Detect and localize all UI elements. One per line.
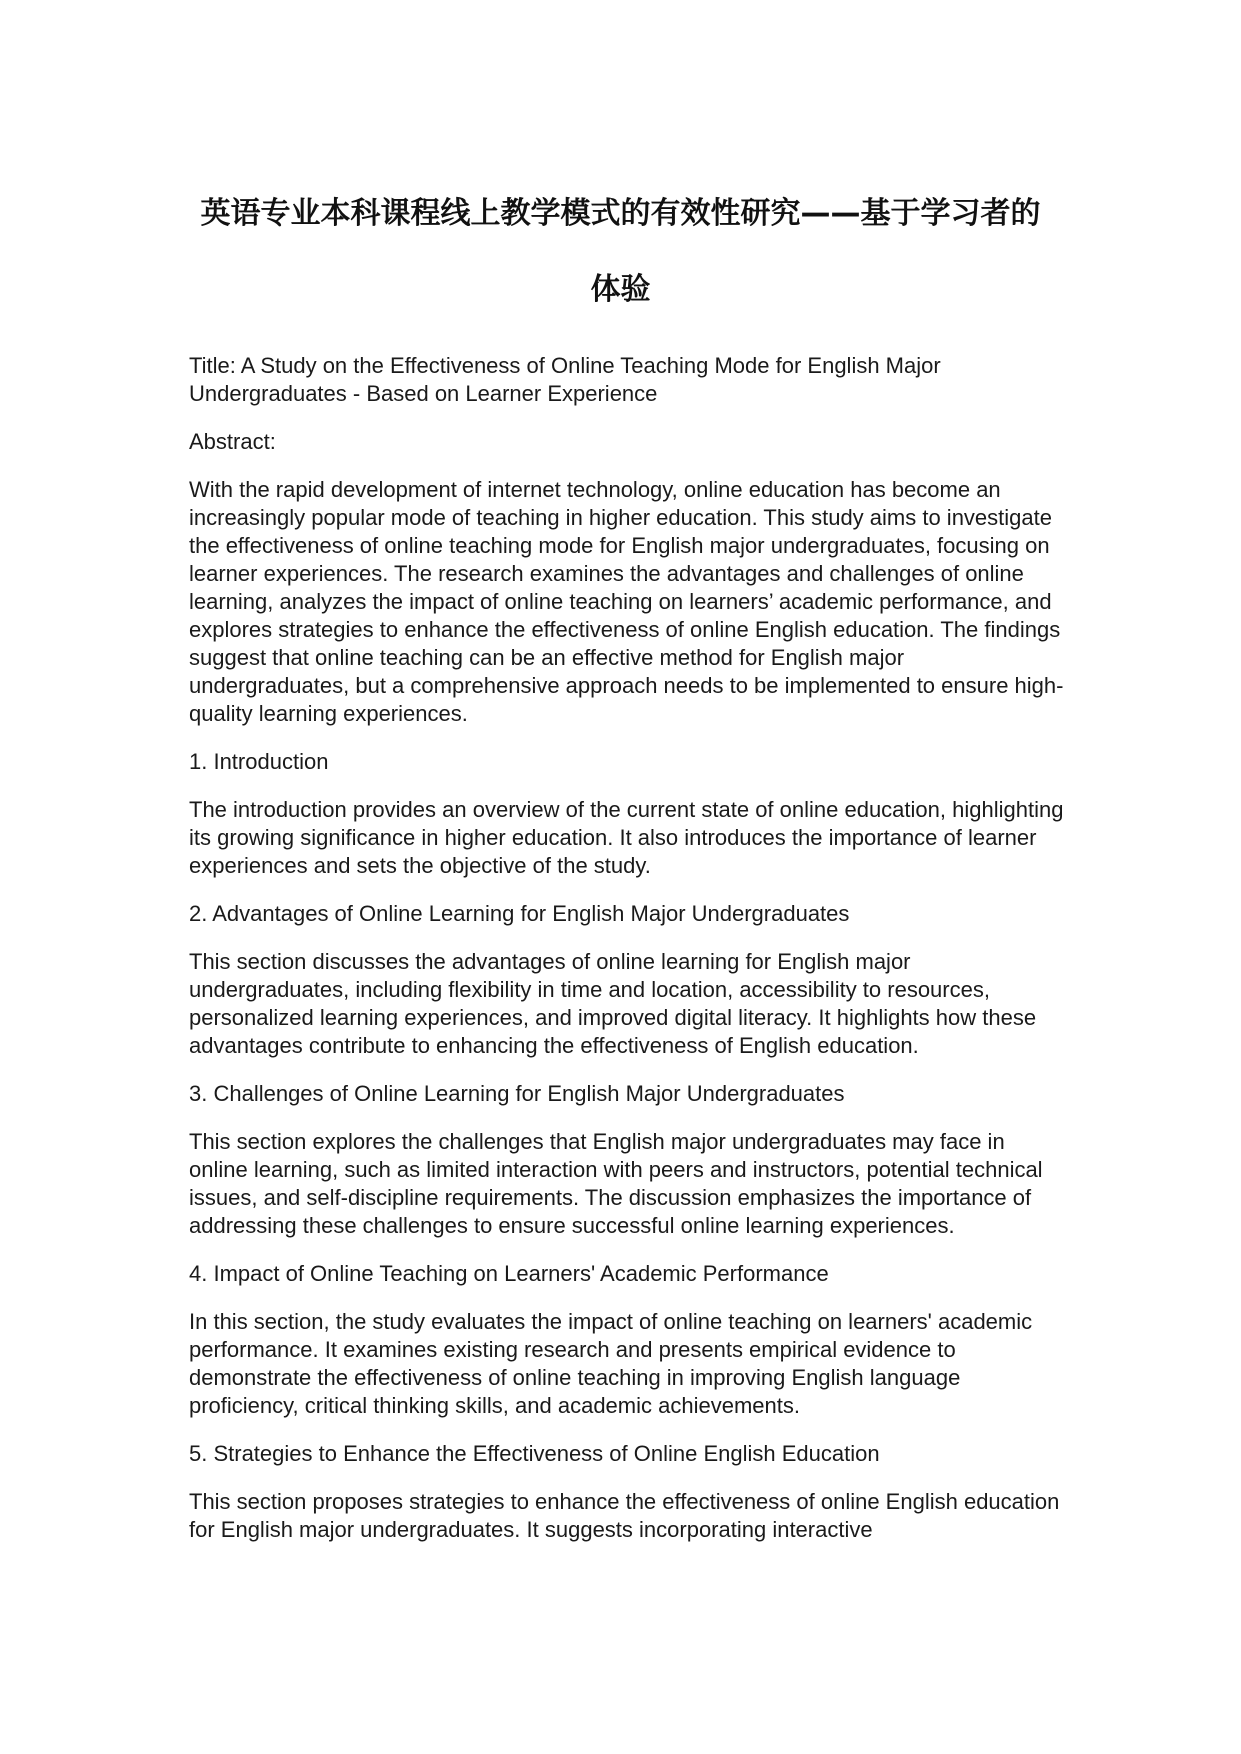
- section-text-challenges: This section explores the challenges that English major undergraduates may face in online learning, such as limited interaction with peers and instructors, potential technical issues, and self-discipline requirements. The discussion emphasizes the importance of addressing these challenges to ensure successful online learning experiences.: [189, 1129, 1043, 1238]
- document-body: [189, 352, 1069, 1564]
- section-heading-strategies: 5. Strategies to Enhance the Effectiveness of Online English Education: [189, 1441, 880, 1466]
- section-text-introduction: The introduction provides an overview of the current state of online education, highlighting its growing significance in higher education. It also introduces the importance of learner experiences and sets the objective of the study.: [189, 797, 1064, 878]
- document-title-chinese: 英语专业本科课程线上教学模式的有效性研究——基于学习者的体验: [200, 196, 1041, 307]
- abstract-heading: Abstract:: [189, 429, 276, 454]
- section-text-impact: In this section, the study evaluates the impact of online teaching on learners' academic performance. It examines existing research and presents empirical evidence to demonstrate the effectiveness of online teaching in improving English language proficiency, critical thinking skills, and academic achievements.: [189, 1309, 1033, 1418]
- english-title: Title: A Study on the Effectiveness of Online Teaching Mode for English Major Undergraduates - Based on Learner Experience: [189, 353, 941, 406]
- section-text-strategies: This section proposes strategies to enhance the effectiveness of online English education for English major undergraduates. It suggests incorporating interactive: [189, 1489, 1060, 1542]
- section-heading-introduction: 1. Introduction: [189, 749, 329, 774]
- section-heading-impact: 4. Impact of Online Teaching on Learners' Academic Performance: [189, 1261, 829, 1286]
- abstract-text: With the rapid development of internet technology, online education has become an increasingly popular mode of teaching in higher education. This study aims to investigate the effectiveness of online teaching mode for English major undergraduates, focusing on learner experiences. The research examines the advantages and challenges of online learning, analyzes the impact of online teaching on learners’ academic performance, and explores strategies to enhance the effectiveness of online English education. The findings suggest that online teaching can be an effective method for English major undergraduates, but a comprehensive approach needs to be implemented to ensure high-quality learning experiences.: [189, 477, 1064, 726]
- section-heading-advantages: 2. Advantages of Online Learning for English Major Undergraduates: [189, 901, 850, 926]
- section-text-advantages: This section discusses the advantages of online learning for English major undergraduates, including flexibility in time and location, accessibility to resources, personalized learning experiences, and improved digital literacy. It highlights how these advantages contribute to enhancing the effectiveness of English education.: [189, 949, 1037, 1058]
- section-heading-challenges: 3. Challenges of Online Learning for English Major Undergraduates: [189, 1081, 845, 1106]
